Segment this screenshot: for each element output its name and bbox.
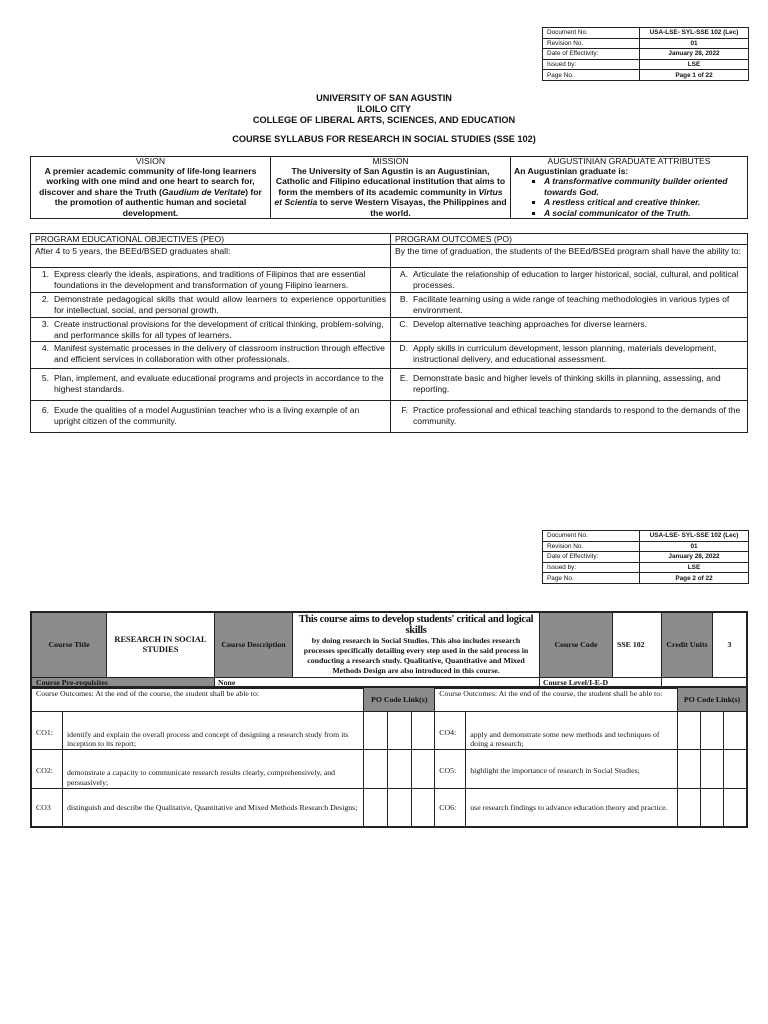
- po-code-links-header-left: PO Code Link(s): [364, 687, 435, 711]
- peo-item: 2. Demonstrate pedagogical skills that would allow learners to experience opportunities for intellectual, social, and personal growth.: [31, 293, 391, 318]
- co-code: CO1:: [31, 711, 63, 750]
- doc-no-value: USA-LSE- SYL-SSE 102 (Lec): [640, 531, 749, 542]
- syllabus-title: COURSE SYLLABUS FOR RESEARCH IN SOCIAL STUDIES (SSE 102): [232, 134, 536, 144]
- page-no-label: Page No.: [543, 70, 640, 81]
- peo-po-table: [30, 233, 748, 433]
- course-description-label: Course Description: [215, 612, 293, 678]
- po-item: B. Facilitate learning using a wide range of teaching methodologies in various types of environment.: [391, 293, 748, 318]
- attribute-item: ▪ A social communicator of the Truth.: [544, 208, 744, 218]
- po-item: A. Articulate the relationship of education to larger historical, social, cultural, and political processes.: [391, 268, 748, 293]
- po-item: D. Apply skills in curriculum development, lesson planning, materials development, instructional delivery, and educational assessment.: [391, 342, 748, 369]
- po-link-cell: [411, 750, 435, 789]
- course-code-value: SSE 102: [613, 612, 662, 678]
- po-link-cell: [678, 750, 701, 789]
- vision-mission-table: [30, 156, 748, 219]
- po-link-cell: [724, 711, 748, 750]
- vision-text: A premier academic community of life-long learners working with one mind and one heart to search for, discover and share the Truth (Gaudium de Veritate) for the promotion of authentic human and societal development.: [31, 166, 271, 219]
- co-text: use research findings to advance education theory and practice.: [466, 789, 678, 827]
- po-link-cell: [701, 711, 724, 750]
- po-link-cell: [387, 711, 411, 750]
- issued-by-label: Issued by:: [543, 59, 640, 70]
- attributes-heading: AUGUSTINIAN GRADUATE ATTRIBUTES: [511, 157, 748, 167]
- doc-no-label: Document No.: [543, 531, 640, 542]
- co-code: CO6:: [435, 789, 466, 827]
- attribute-item: ▪ A restless critical and creative thinker.: [544, 197, 744, 207]
- page-no-value: Page 2 of 22: [640, 573, 749, 584]
- po-link-cell: [364, 750, 388, 789]
- doc-no-value: USA-LSE- SYL-SSE 102 (Lec): [640, 28, 749, 39]
- course-description-text: This course aims to develop students' critical and logical skills by doing research in Social Studies. This also includes research processes specifically detailing every step used in the said process in conducting a research study. Qualitative, Quantitative and Mixed Methods Design are also introduced in this course.: [293, 612, 540, 678]
- city-name: ILOILO CITY: [356, 104, 412, 114]
- page-no-value: Page 1 of 22: [640, 70, 749, 81]
- effectivity-value: January 28, 2022: [640, 49, 749, 60]
- course-info-table: [30, 611, 748, 689]
- co-intro-right: Course Outcomes: At the end of the course, the student shall be able to:: [435, 687, 678, 711]
- po-link-cell: [411, 711, 435, 750]
- po-link-cell: [678, 711, 701, 750]
- po-link-cell: [364, 711, 388, 750]
- attributes-list: [514, 176, 744, 218]
- course-code-label: Course Code: [540, 612, 613, 678]
- attributes-cell: [511, 166, 748, 219]
- document-control-box-2: [542, 530, 749, 584]
- po-link-cell: [364, 789, 388, 827]
- co-intro-left: Course Outcomes: At the end of the course, the student shall be able to:: [31, 687, 364, 711]
- course-level-label: Course Level/I-E-D: [540, 678, 662, 689]
- po-link-cell: [724, 789, 748, 827]
- co-text: identify and explain the overall process and concept of designing a research study from its inception to its report;: [63, 711, 364, 750]
- co-code: CO3: [31, 789, 63, 827]
- peo-heading: PROGRAM EDUCATIONAL OBJECTIVES (PEO): [31, 234, 391, 245]
- po-intro: By the time of graduation, the students of the BEEd/BSEd program shall have the ability to:: [391, 245, 748, 268]
- co-text: demonstrate a capacity to communicate research results clearly, comprehensively, and persuasively;: [63, 750, 364, 789]
- college-name: COLLEGE OF LIBERAL ARTS, SCIENCES, AND EDUCATION: [252, 115, 516, 125]
- co-code: CO5:: [435, 750, 466, 789]
- vision-heading: VISION: [31, 157, 271, 167]
- prerequisites-value: None: [215, 678, 540, 689]
- po-link-cell: [678, 789, 701, 827]
- po-link-cell: [411, 789, 435, 827]
- attribute-item: ▪ A transformative community builder oriented towards God.: [544, 176, 744, 197]
- document-control-box-1: [542, 27, 749, 81]
- po-link-cell: [701, 750, 724, 789]
- po-link-cell: [387, 750, 411, 789]
- credit-units-value: 3: [713, 612, 748, 678]
- revision-label: Revision No.: [543, 38, 640, 49]
- revision-value: 01: [640, 541, 749, 552]
- co-code: CO4:: [435, 711, 466, 750]
- course-title-label: Course Title: [31, 612, 107, 678]
- peo-item: 6. Exude the qualities of a model Augustinian teacher who is a living example of an upright citizen of the community.: [31, 401, 391, 433]
- po-item: E. Demonstrate basic and higher levels of thinking skills in planning, assessing, and reporting.: [391, 369, 748, 401]
- university-name: UNIVERSITY OF SAN AGUSTIN: [316, 93, 452, 103]
- effectivity-value: January 28, 2022: [640, 552, 749, 563]
- po-item: C. Develop alternative teaching approaches for diverse learners.: [391, 318, 748, 342]
- peo-item: 3. Create instructional provisions for the development of critical thinking, problem-solving, and performance skills for all types of learners.: [31, 318, 391, 342]
- doc-no-label: Document No.: [543, 28, 640, 39]
- issued-by-value: LSE: [640, 59, 749, 70]
- effectivity-label: Date of Effectivity:: [543, 552, 640, 563]
- course-title-value: RESEARCH IN SOCIAL STUDIES: [107, 612, 215, 678]
- po-link-cell: [724, 750, 748, 789]
- po-heading: PROGRAM OUTCOMES (PO): [391, 234, 748, 245]
- attributes-intro: An Augustinian graduate is:: [514, 166, 629, 176]
- credit-units-label: Credit Units: [662, 612, 713, 678]
- effectivity-label: Date of Effectivity:: [543, 49, 640, 60]
- po-code-links-header-right: PO Code Link(s): [678, 687, 748, 711]
- mission-heading: MISSION: [271, 157, 511, 167]
- po-item: F. Practice professional and ethical teaching standards to respond to the demands of the community.: [391, 401, 748, 433]
- co-text: apply and demonstrate some new methods and techniques of doing a research;: [466, 711, 678, 750]
- mission-text: The University of San Agustin is an Augustinian, Catholic and Filipino educational institution that aims to form the members of its academic community in Virtus et Scientia to serve Western Visayas, the Philippines and the world.: [271, 166, 511, 219]
- peo-item: 5. Plan, implement, and evaluate educational programs and projects in accordance to the highest standards.: [31, 369, 391, 401]
- peo-item: 4. Manifest systematic processes in the delivery of classroom instruction through effective and efficient services in collaboration with other professionals.: [31, 342, 391, 369]
- page-no-label: Page No.: [543, 573, 640, 584]
- issued-by-value: LSE: [640, 562, 749, 573]
- course-outcomes-table: [30, 686, 748, 828]
- peo-intro: After 4 to 5 years, the BEEd/BSED graduates shall:: [31, 245, 391, 268]
- issued-by-label: Issued by:: [543, 562, 640, 573]
- po-link-cell: [387, 789, 411, 827]
- co-text: highlight the importance of research in Social Studies;: [466, 750, 678, 789]
- prerequisites-label: Course Pre-requisites: [31, 678, 215, 689]
- revision-value: 01: [640, 38, 749, 49]
- co-code: CO2:: [31, 750, 63, 789]
- po-link-cell: [701, 789, 724, 827]
- co-text: distinguish and describe the Qualitative, Quantitative and Mixed Methods Research Designs;: [63, 789, 364, 827]
- peo-item: 1. Express clearly the ideals, aspirations, and traditions of Filipinos that are essential foundations in the development and transformation of young Filipino learners.: [31, 268, 391, 293]
- revision-label: Revision No.: [543, 541, 640, 552]
